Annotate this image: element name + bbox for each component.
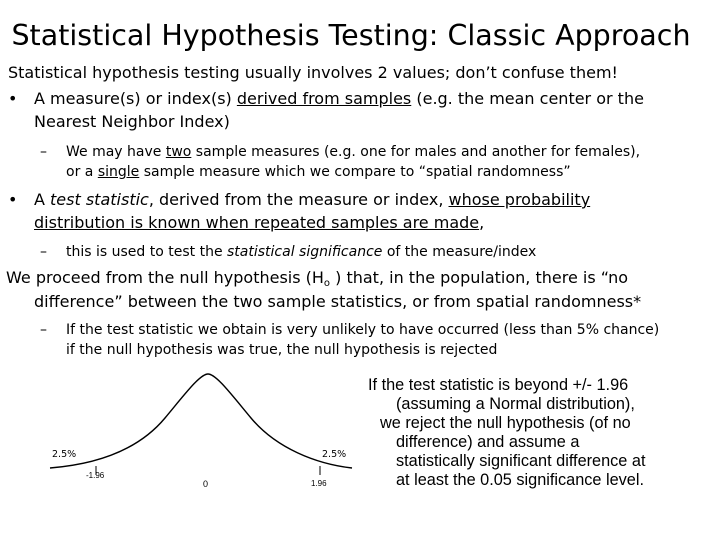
side-line-6: at least the 0.05 significance level.: [396, 471, 644, 489]
slide-title: Statistical Hypothesis Testing: Classic Approach: [11, 19, 691, 52]
para-2-pre: We proceed from the null hypothesis (H: [6, 268, 324, 287]
bullet-2-pre: A: [34, 190, 51, 209]
para-2-post: ) that, in the population, there is “no: [330, 268, 629, 287]
left-tail-label: 2.5%: [52, 449, 77, 460]
bullet-2-mid: , derived from the measure or index,: [148, 190, 449, 209]
sub-2-pre: this is used to test the: [66, 244, 228, 260]
sub-2-post: of the measure/index: [382, 244, 537, 260]
sub-1-pre: We may have: [66, 144, 166, 160]
tick-pos-critical: 1.96: [311, 479, 327, 488]
bullet-1-underlined: derived from samples: [236, 89, 412, 108]
sub-bullet-2: [40, 242, 536, 262]
bullet-2-line2-post: ,: [479, 213, 485, 232]
sub-1-line2-pre: or a: [66, 164, 98, 180]
dash-marker: –: [40, 244, 47, 260]
side-line-1: If the test statistic is beyond +/- 1.96: [368, 376, 629, 394]
side-line-3: we reject the null hypothesis (of no: [380, 414, 631, 432]
null-hypothesis-line2: difference” between the two sample statistics, or from spatial randomness*: [34, 292, 642, 311]
bullet-2-line2: [34, 212, 484, 234]
bullet-2-italic: test statistic: [50, 190, 149, 209]
right-tail-label: 2.5%: [322, 449, 347, 460]
tick-zero: 0: [203, 479, 209, 489]
bullet-1: [8, 88, 644, 110]
side-line-2: (assuming a Normal distribution),: [396, 395, 635, 413]
sub-bullet-3-line2: if the null hypothesis was true, the null hypothesis is rejected: [66, 342, 498, 358]
sub-3-line1: If the test statistic we obtain is very unlikely to have occurred (less than 5% chance): [66, 322, 660, 338]
side-line-5: statistically significant difference at: [396, 452, 646, 470]
normal-curve: [50, 374, 352, 468]
bullet-dot: •: [8, 89, 18, 108]
bullet-1-line2: Nearest Neighbor Index): [34, 112, 230, 131]
sub-bullet-1-line2: [66, 162, 571, 182]
dash-marker: –: [40, 322, 47, 338]
bullet-dot: •: [8, 190, 18, 209]
side-explanation: [352, 376, 692, 490]
bullet-1-text-pre: A measure(s) or index(s): [34, 89, 237, 108]
sub-bullet-1: [40, 142, 640, 162]
sub-1-underlined: two: [165, 144, 192, 160]
tick-neg-critical: -1.96: [86, 471, 105, 480]
sub-1-line2-underlined: single: [97, 164, 140, 180]
h-subscript: o: [323, 278, 331, 289]
bullet-2: [8, 189, 590, 211]
side-line-4: difference) and assume a: [396, 433, 580, 451]
sub-1-line2-post: sample measure which we compare to “spatial randomness”: [139, 164, 571, 180]
bullet-1-text-post: (e.g. the mean center or the: [411, 89, 644, 108]
bullet-2-line2-underlined: distribution is known when repeated samples are made: [34, 213, 480, 232]
dash-marker: –: [40, 144, 47, 160]
sub-1-post: sample measures (e.g. one for males and another for females),: [191, 144, 641, 160]
intro-text: Statistical hypothesis testing usually involves 2 values; don’t confuse them!: [8, 63, 618, 82]
bullet-2-underlined: whose probability: [448, 190, 591, 209]
sub-bullet-3: [40, 320, 659, 340]
sub-2-italic: statistical significance: [227, 244, 383, 260]
